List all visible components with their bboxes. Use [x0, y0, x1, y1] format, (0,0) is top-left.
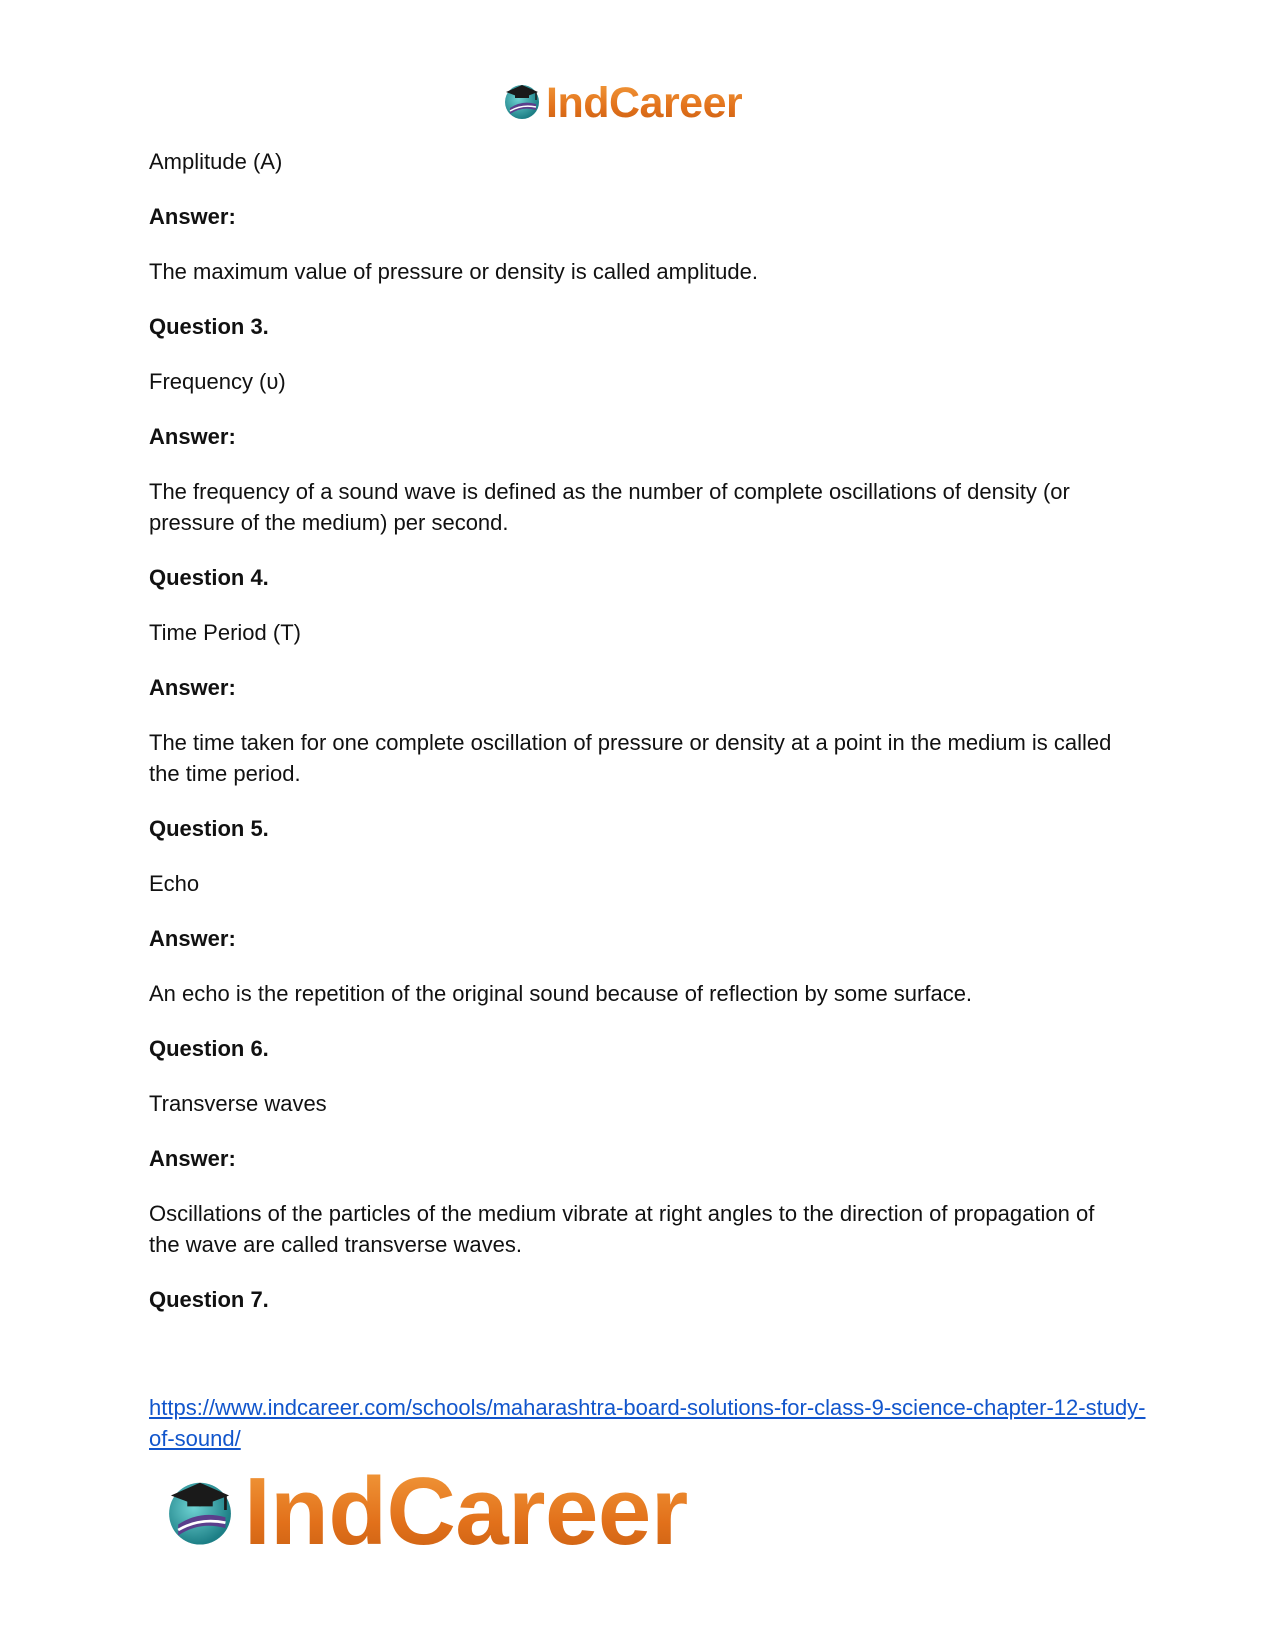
- graduation-cap-globe-icon: [160, 1470, 240, 1555]
- body-paragraph: Echo: [149, 871, 200, 896]
- graduation-cap-globe-icon: [500, 78, 544, 127]
- body-paragraph: Frequency (υ): [149, 369, 286, 394]
- answer-label: Answer:: [149, 424, 236, 449]
- body-paragraph: Transverse waves: [149, 1091, 327, 1116]
- body-paragraph: An echo is the repetition of the original sound because of reflection by some surface.: [149, 981, 973, 1006]
- question-heading: Question 3.: [149, 314, 269, 339]
- document-body: [149, 146, 1129, 1339]
- body-paragraph: The frequency of a sound wave is defined as the number of complete oscillations of density (or pressure of the medium) per second.: [149, 479, 1070, 535]
- question-heading: Question 5.: [149, 816, 269, 841]
- question-heading: Question 6.: [149, 1036, 269, 1061]
- body-paragraph: The maximum value of pressure or density is called amplitude.: [149, 259, 758, 284]
- question-heading: Question 7.: [149, 1287, 269, 1312]
- footer-logo-text: IndCareer: [244, 1458, 688, 1565]
- body-paragraph: Amplitude (A): [149, 149, 283, 174]
- answer-label: Answer:: [149, 675, 236, 700]
- header-logo: [500, 78, 742, 127]
- answer-label: Answer:: [149, 204, 236, 229]
- body-paragraph: The time taken for one complete oscillation of pressure or density at a point in the medium is called the time period.: [149, 730, 1112, 786]
- header-logo-text: IndCareer: [546, 78, 743, 127]
- question-heading: Question 4.: [149, 565, 269, 590]
- body-paragraph: Time Period (T): [149, 620, 301, 645]
- answer-label: Answer:: [149, 926, 236, 951]
- source-url-link[interactable]: https://www.indcareer.com/schools/maharashtra-board-solutions-for-class-9-science-chapter-12-study-of-sound/: [149, 1395, 1146, 1451]
- body-paragraph: Oscillations of the particles of the medium vibrate at right angles to the direction of propagation of the wave are called transverse waves.: [149, 1201, 1095, 1257]
- footer-logo: [160, 1458, 688, 1565]
- answer-label: Answer:: [149, 1146, 236, 1171]
